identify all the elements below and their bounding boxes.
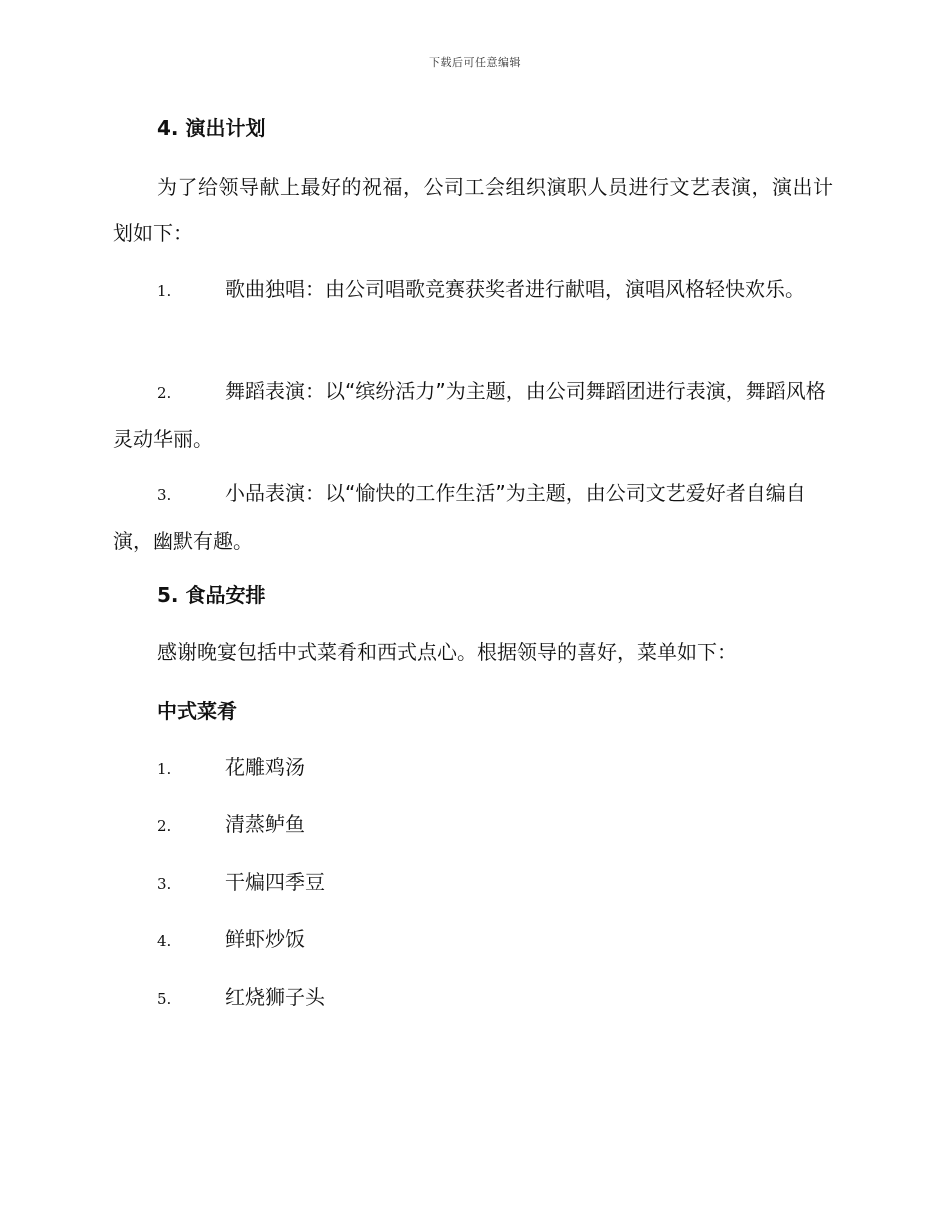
menu-list-item xyxy=(113,974,833,1022)
list-text: 花雕鸡汤 xyxy=(225,755,305,779)
list-text: 清蒸鲈鱼 xyxy=(225,812,305,836)
performance-intro-paragraph: 为了给领导献上最好的祝福，公司工会组织演职人员进行文艺表演，演出计划如下： xyxy=(113,175,833,245)
list-number: 1. xyxy=(157,282,172,300)
list-text: 鲜虾炒饭 xyxy=(225,927,305,951)
list-text: 舞蹈表演：以“缤纷活力”为主题，由公司舞蹈团进行表演，舞蹈风格灵动华丽。 xyxy=(113,379,826,451)
list-text: 歌曲独唱：由公司唱歌竞赛获奖者进行献唱，演唱风格轻快欢乐。 xyxy=(225,277,805,301)
list-number: 2. xyxy=(157,384,172,402)
performance-list-item xyxy=(113,368,833,462)
list-text: 红烧狮子头 xyxy=(225,985,325,1009)
list-number: 4. xyxy=(157,932,172,950)
menu-list-item xyxy=(113,859,833,907)
performance-list-item xyxy=(113,470,833,564)
list-number: 5. xyxy=(157,990,172,1008)
menu-list-item xyxy=(113,801,833,849)
list-number: 2. xyxy=(157,817,172,835)
food-intro-paragraph: 感谢晚宴包括中式菜肴和西式点心。根据领导的喜好，菜单如下： xyxy=(157,640,737,664)
subheading-chinese-dishes: 中式菜肴 xyxy=(157,699,237,723)
list-text: 小品表演：以“愉快的工作生活”为主题，由公司文艺爱好者自编自演，幽默有趣。 xyxy=(113,481,806,553)
section-heading-food: 5. 食品安排 xyxy=(157,583,266,607)
list-number: 1. xyxy=(157,760,172,778)
header-note: 下载后可任意编辑 xyxy=(429,56,521,69)
list-text: 干煸四季豆 xyxy=(225,870,325,894)
menu-list-item xyxy=(113,916,833,964)
menu-list-item xyxy=(113,744,833,792)
section-heading-performance: 4. 演出计划 xyxy=(157,116,266,140)
list-number: 3. xyxy=(157,875,172,893)
list-number: 3. xyxy=(157,486,172,504)
performance-list-item xyxy=(113,266,833,314)
